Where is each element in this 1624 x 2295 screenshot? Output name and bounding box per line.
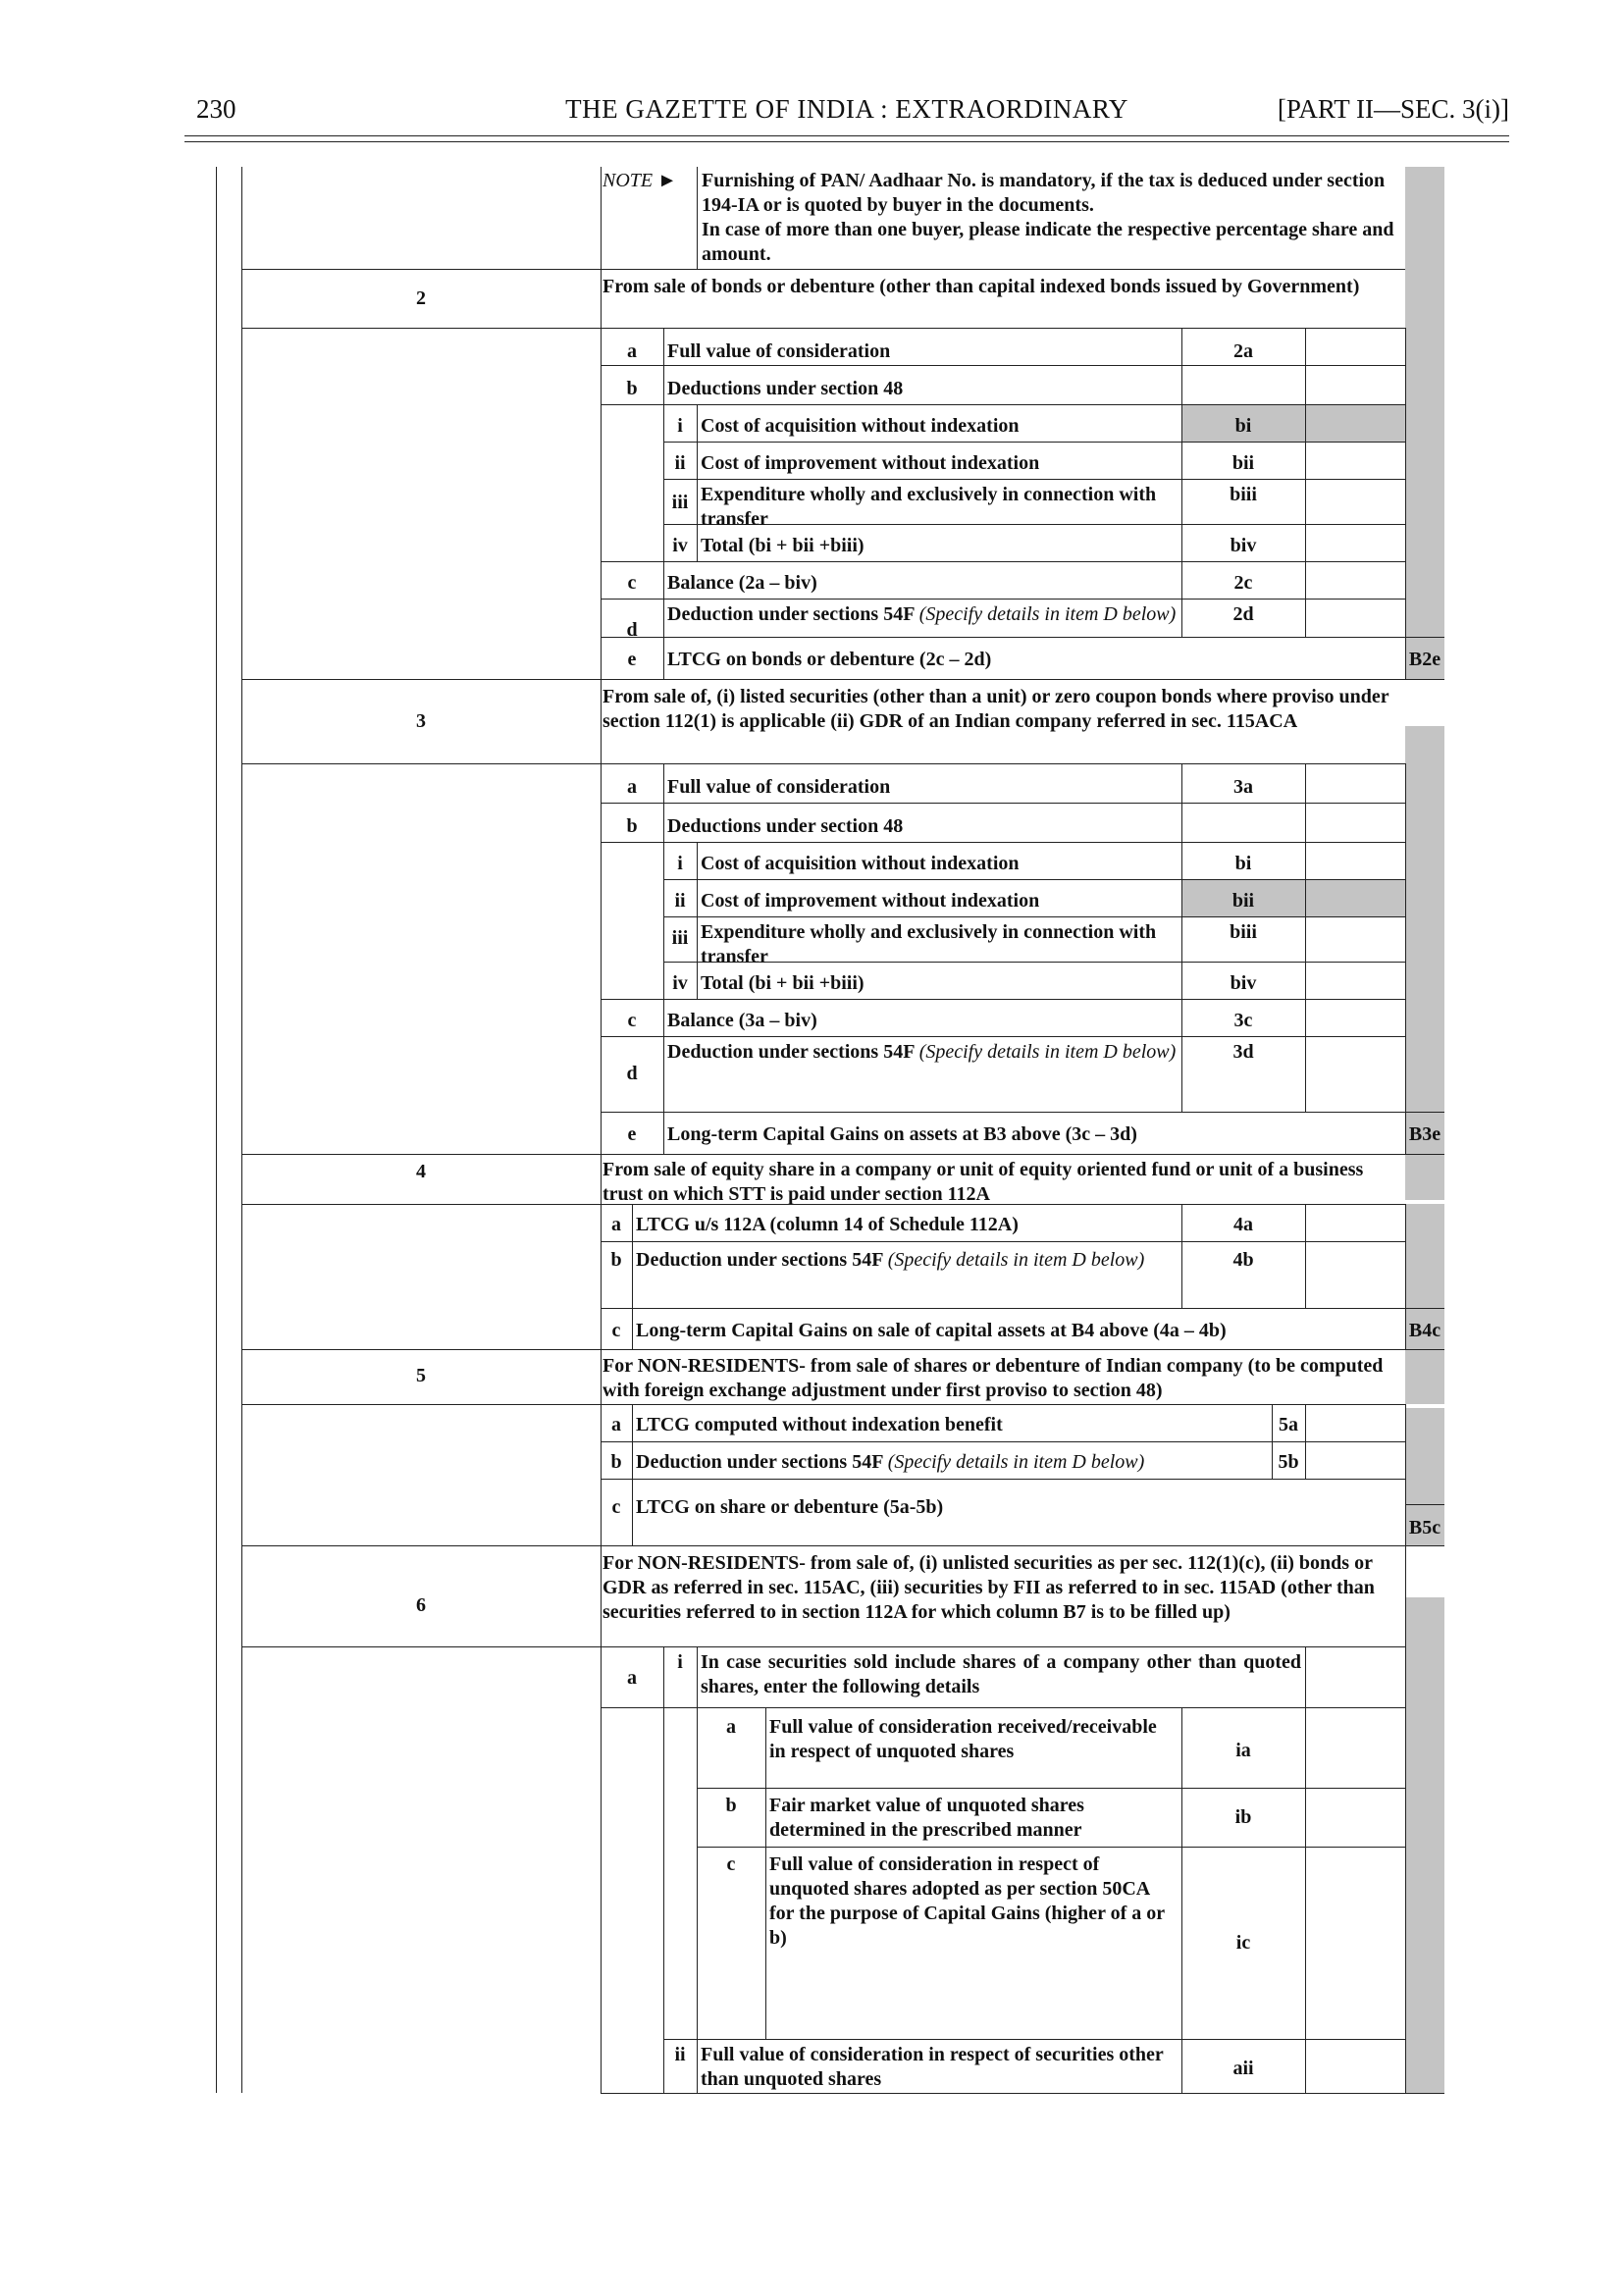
row-divider [601,1241,1405,1242]
s3-biii-letter: iii [671,927,689,949]
border-line [601,167,602,269]
row-divider [663,916,1405,917]
row-divider [601,599,1405,600]
s3-b-letter: b [626,815,638,837]
s6-ia-input[interactable] [1305,1707,1405,1788]
row-divider [601,999,1405,1000]
s5-b-code: 5b [1278,1451,1299,1473]
s3-biv-code: biv [1230,972,1257,994]
s4-a-letter: a [611,1214,621,1235]
s6-a-letter: a [627,1667,637,1689]
s2-c-letter: c [627,572,637,594]
note-text-2: In case of more than one buyer, please indicate the respective percentage share and amount. [702,219,1394,265]
s6-ib-code: ib [1234,1806,1252,1828]
s2-c-label: Balance (2a – biv) [667,572,817,594]
s2-b-label: Deductions under section 48 [667,378,904,399]
row-divider [241,1404,1405,1405]
s3-b-label: Deductions under section 48 [667,815,904,837]
s2-bi-input[interactable] [1305,404,1405,442]
s5-a-label: LTCG computed without indexation benefit [636,1414,1003,1435]
page-header [184,94,1509,133]
s2-biv-label: Total (bi + bii +biii) [701,535,864,556]
s2-bi-letter: i [677,415,683,437]
s2-e-label: LTCG on bonds or debenture (2c – 2d) [667,649,992,670]
header-rule [184,135,1509,136]
s6-aii-input[interactable] [1305,2039,1405,2093]
s3-a-input[interactable] [1305,763,1405,803]
s3-c-label: Balance (3a – biv) [667,1010,817,1031]
s2-bii-input[interactable] [1305,442,1405,479]
row-divider [601,803,1405,804]
s3-bii-code: bii [1231,890,1255,912]
section-2-number: 2 [416,287,426,309]
s5-c-letter: c [611,1496,621,1518]
s2-d-input[interactable] [1305,599,1405,637]
section-6-number: 6 [416,1594,426,1616]
s5-b-label-note: (Specify details in item D below) [887,1451,1145,1473]
s5-a-letter: a [611,1414,621,1435]
row-divider [241,1204,1405,1205]
s3-c-letter: c [627,1010,637,1031]
s2-bii-letter: ii [674,452,686,474]
s4-b-letter: b [610,1249,622,1271]
s6-aii-code: aii [1232,2058,1254,2079]
s6-aii-label: Full value of consideration in respect of securities other than unquoted shares [701,2044,1164,2090]
s3-d-label: Deduction under sections 54F [667,1041,915,1063]
s2-d-label-note: (Specify details in item D below) [918,603,1177,625]
s4-a-label: LTCG u/s 112A (column 14 of Schedule 112A) [636,1214,1019,1235]
s3-bii-label: Cost of improvement without indexation [701,890,1040,912]
s2-a-code: 2a [1233,340,1253,362]
section-4-number: 4 [416,1161,426,1182]
row-divider [601,2093,1444,2094]
border-line [1405,1545,1406,2093]
s2-a-input[interactable] [1305,328,1405,365]
s4-c-code: B4c [1408,1320,1441,1341]
section-5-title: For NON-RESIDENTS- from sale of shares or debenture of Indian company (to be computed with foreign exchange adjustment under first proviso to section 48) [602,1355,1384,1401]
s6-ai-label: In case securities sold include shares of a company other than quoted shares, enter the following details [701,1651,1301,1697]
row-divider [601,842,1405,843]
s6-ic-code: ic [1235,1932,1251,1954]
s5-c-label: LTCG on share or debenture (5a-5b) [636,1496,944,1518]
s2-biv-letter: iv [672,535,688,556]
row-divider [241,1545,1444,1546]
border-line [241,167,242,2093]
s3-e-code: B3e [1408,1123,1441,1145]
s3-d-letter: d [626,1063,638,1084]
border-line [601,1154,602,1204]
s2-biv-code: biv [1230,535,1257,556]
s2-biii-code: biii [1230,484,1257,505]
section-2-title: From sale of bonds or debenture (other than capital indexed bonds issued by Government) [602,276,1360,297]
row-divider [601,365,1405,366]
s3-biv-letter: iv [672,972,688,994]
row-divider [663,2039,1405,2040]
s6-ic-letter: c [726,1853,736,1875]
s3-d-code: 3d [1232,1041,1254,1063]
row-divider [241,679,1444,680]
row-divider [601,637,1444,638]
s6-ic-input[interactable] [1305,1847,1405,2039]
s3-biii-input[interactable] [1305,916,1405,962]
s4-b-input[interactable] [1305,1241,1405,1308]
s3-biv-input[interactable] [1305,962,1405,999]
s2-d-letter: d [626,619,638,641]
s2-b-letter: b [626,378,638,399]
s2-biii-input[interactable] [1305,479,1405,524]
part-section: [PART II—SEC. 3(i)] [1277,94,1509,124]
s6-ai-letter: i [677,1651,683,1673]
s2-bii-code: bii [1231,452,1255,474]
s4-a-code: 4a [1233,1214,1253,1235]
s6-ib-letter: b [725,1795,737,1816]
border-line [601,1545,602,2093]
s6-ia-letter: a [726,1716,736,1738]
row-divider [241,328,1405,329]
s3-bi-code: bi [1234,853,1252,874]
s3-biv-label: Total (bi + bii +biii) [701,972,864,994]
border-line [697,404,698,561]
s3-a-code: 3a [1233,776,1253,798]
s3-c-code: 3c [1233,1010,1253,1031]
s2-bi-label: Cost of acquisition without indexation [701,415,1020,437]
border-line [632,1204,633,1349]
border-line [601,269,602,328]
shaded-column [1405,167,1444,679]
s5-a-code: 5a [1279,1414,1298,1435]
border-line [765,1707,766,2039]
section-6-title: For NON-RESIDENTS- from sale of, (i) unlisted securities as per sec. 112(1)(c), (ii) bonds or GDR as referred in sec. 115AC, (iii) securities by FII as referred to in sec. 115AD (other than securities referred to in section 112A for which column B7 is to be filled up) [602,1552,1375,1623]
schedule-cg-form [216,167,1448,2104]
s2-bii-label: Cost of improvement without indexation [701,452,1040,474]
section-5-number: 5 [416,1365,426,1386]
s4-a-input[interactable] [1305,1204,1405,1241]
s3-e-label: Long-term Capital Gains on assets at B3 above (3c – 3d) [667,1123,1137,1145]
row-divider [241,1349,1444,1350]
s3-d-label-note: (Specify details in item D below) [918,1041,1177,1063]
s2-biii-label: Expenditure wholly and exclusively in connection with transfer [701,484,1157,530]
row-divider [697,1847,1405,1848]
row-divider [601,1707,1405,1708]
s5-a-input[interactable] [1305,1404,1405,1441]
row-divider [601,1112,1444,1113]
row-divider [663,879,1405,880]
shaded-column [1405,1597,1444,2093]
s3-bi-input[interactable] [1305,842,1405,879]
gazette-title: THE GAZETTE OF INDIA : EXTRAORDINARY [565,94,1128,124]
s2-biii-letter: iii [671,492,689,513]
shaded-column [1405,1204,1444,1404]
section-3-title: From sale of, (i) listed securities (other than a unit) or zero coupon bonds where proviso under section 112(1) is applicable (ii) GDR of an Indian company referred in sec. 115ACA [602,686,1389,732]
s3-d-input[interactable] [1305,1036,1405,1112]
s2-e-letter: e [627,649,637,670]
border-line [663,763,664,1154]
row-divider [241,763,1405,764]
row-divider [601,1308,1444,1309]
border-line [697,167,698,269]
s3-bii-letter: ii [674,890,686,912]
section-4-title: From sale of equity share in a company or unit of equity oriented fund or unit of a business trust on which STT is paid under section 112A [602,1159,1364,1205]
s6-ai-input[interactable] [1305,1646,1405,1707]
row-divider [601,404,1405,405]
header-rule-double [184,141,1509,142]
border-line [1405,763,1406,1154]
s4-b-label: Deduction under sections 54F [636,1249,883,1271]
s6-aii-letter: ii [674,2044,686,2065]
s3-bi-label: Cost of acquisition without indexation [701,853,1020,874]
s2-c-input[interactable] [1305,561,1405,599]
border-line [601,679,602,763]
s4-b-label-note: (Specify details in item D below) [887,1249,1145,1271]
row-divider [697,1788,1405,1789]
section-3-number: 3 [416,710,426,732]
s2-bi-code: bi [1234,415,1252,437]
s4-c-label: Long-term Capital Gains on sale of capital assets at B4 above (4a – 4b) [636,1320,1227,1341]
s6-ic-label: Full value of consideration in respect of unquoted shares adopted as per section 50CA for the purpose of Capital Gains (higher of a or b) [769,1853,1165,1949]
border-line [1181,1707,1182,2093]
border-line [601,1349,602,1404]
border-line [216,167,217,2093]
s2-a-letter: a [627,340,637,362]
s6-ia-label: Full value of consideration received/receivable in respect of unquoted shares [769,1716,1157,1762]
s4-c-letter: c [611,1320,621,1341]
row-divider [663,442,1405,443]
s2-c-code: 2c [1233,572,1253,594]
row-divider [601,1036,1405,1037]
row-divider [601,1479,1405,1480]
s2-a-label: Full value of consideration [667,340,891,362]
s3-c-input[interactable] [1305,999,1405,1036]
s3-biii-code: biii [1230,921,1257,943]
row-divider [1405,1504,1444,1505]
page-number: 230 [196,94,236,124]
s2-d-code: 2d [1232,603,1254,625]
row-divider [241,1646,1405,1647]
s4-b-code: 4b [1232,1249,1254,1271]
note-text-1: Furnishing of PAN/ Aadhaar No. is mandatory, if the tax is deduced under section 194-IA or is quoted by buyer in the documents. [702,170,1386,216]
s5-b-input[interactable] [1305,1441,1405,1479]
row-divider [601,561,1405,562]
s5-c-code: B5c [1408,1517,1441,1539]
s3-e-letter: e [627,1123,637,1145]
border-line [697,842,698,999]
s3-bi-letter: i [677,853,683,874]
s3-bii-input[interactable] [1305,879,1405,916]
border-line [1405,328,1406,679]
border-line [663,1646,664,2093]
row-divider [663,479,1405,480]
s5-b-letter: b [610,1451,622,1473]
s6-ia-code: ia [1235,1740,1251,1761]
row-divider [241,1154,1444,1155]
s3-a-letter: a [627,776,637,798]
s3-a-label: Full value of consideration [667,776,891,798]
s2-d-label: Deduction under sections 54F [667,603,915,625]
row-divider [601,1441,1405,1442]
note-label: NOTE ► [602,170,677,191]
border-line [632,1404,633,1545]
s2-e-code: B2e [1408,649,1441,670]
s6-ib-label: Fair market value of unquoted shares determined in the prescribed manner [769,1795,1084,1841]
row-divider [241,269,1405,270]
s2-biv-input[interactable] [1305,524,1405,561]
s6-ib-input[interactable] [1305,1788,1405,1847]
s3-biii-label: Expenditure wholly and exclusively in connection with transfer [701,921,1157,967]
s5-b-label: Deduction under sections 54F [636,1451,883,1473]
